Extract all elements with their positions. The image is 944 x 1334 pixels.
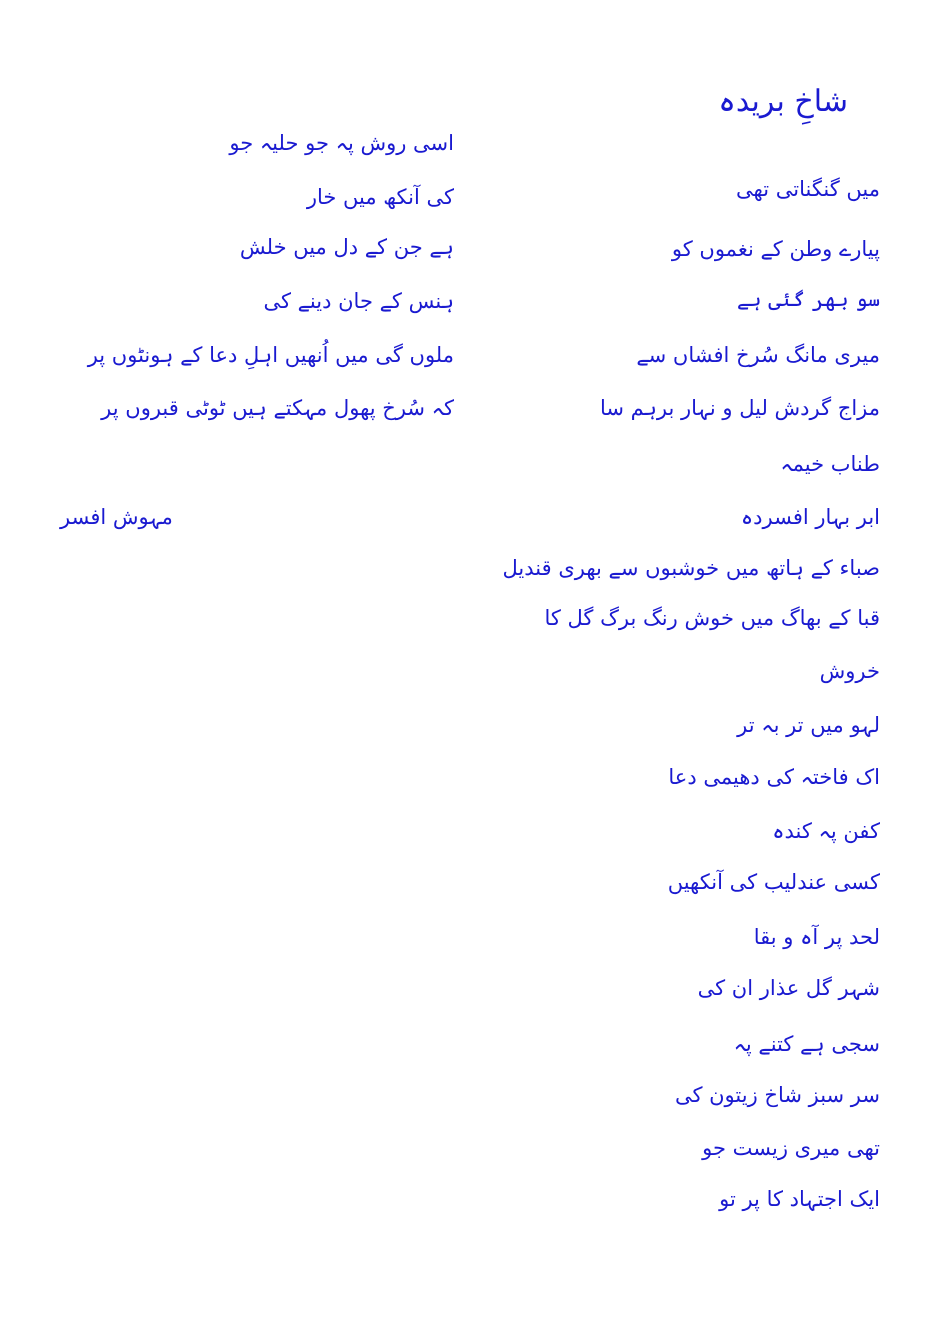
poem-line: سو بھر گئی ہے (736, 287, 880, 311)
poem-line: لحد پر آہ و بقا (753, 925, 880, 949)
poem-line: کہ سُرخ پھول مہکتے ہیں ٹوٹی قبروں پر (101, 396, 454, 420)
poem-line: کی آنکھ میں خار (306, 185, 454, 209)
poem-line: مزاج گردش لیل و نہار برہم سا (599, 396, 880, 420)
poem-line: ہے جن کے دل میں خلش (239, 235, 454, 259)
poem-line: کسی عندلیب کی آنکھیں (667, 870, 880, 894)
poem-line: پیارے وطن کے نغموں کو (671, 237, 880, 261)
poem-line: کفن پہ کندہ (772, 819, 880, 843)
poem-line: میں گنگناتی تھی (736, 177, 880, 201)
poem-line: سجی ہے کتنے پہ (733, 1032, 880, 1056)
poem-line: ہنس کے جان دینے کی (263, 289, 454, 313)
poem-line: صباء کے ہاتھ میں خوشبوں سے بھری قندیل (502, 556, 880, 580)
poem-line: قبا کے بھاگ میں خوش رنگ برگ گل کا (544, 606, 880, 630)
poem-line: خروش (819, 659, 880, 683)
author-name: مہوش افسر (60, 505, 173, 529)
poem-line: ابر بہار افسردہ (740, 505, 880, 529)
poem-line: لہو میں تر بہ تر (737, 713, 880, 737)
poem-line: ملوں گی میں اُنھیں اہلِ دعا کے ہونٹوں پر (87, 343, 454, 367)
poem-line: شہر گل عذار ان کی (697, 976, 880, 1000)
poem-line: میری مانگ سُرخ افشاں سے (636, 343, 880, 367)
poem-line: طناب خیمہ (780, 452, 880, 476)
poem-title: شاخِ بریدہ (718, 84, 848, 119)
poem-line: تھی میری زیست جو (702, 1136, 880, 1160)
poem-line: اک فاختہ کی دھیمی دعا (668, 765, 880, 789)
poem-line: سر سبز شاخ زیتون کی (674, 1083, 880, 1107)
poem-line: ایک اجتہاد کا پر تو (719, 1187, 880, 1211)
poem-line: اسی روش پہ جو حلیہ جو (229, 131, 454, 155)
